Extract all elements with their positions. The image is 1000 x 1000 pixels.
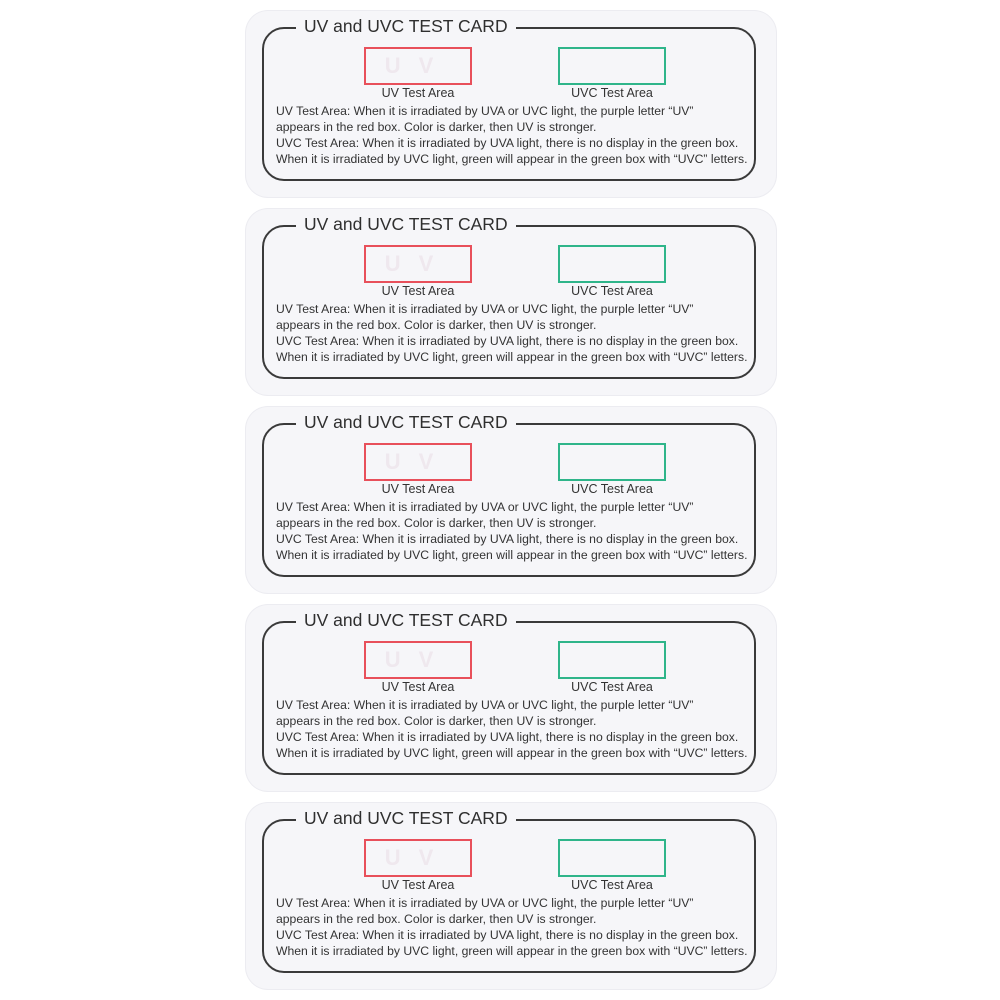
description-line: When it is irradiated by UVC light, green will appear in the green box with “UVC” letters.	[276, 746, 748, 760]
description-line: appears in the red box. Color is darker, then UV is stronger.	[276, 120, 597, 134]
uvc-test-area-label: UVC Test Area	[571, 878, 653, 892]
description-line: UV Test Area: When it is irradiated by UVA or UVC light, the purple letter “UV”	[276, 896, 694, 910]
uv-test-area-box	[364, 839, 472, 877]
uv-test-area-box	[364, 47, 472, 85]
card-description	[276, 697, 766, 761]
description-line: UVC Test Area: When it is irradiated by UVA light, there is no display in the green box.	[276, 532, 739, 546]
uv-test-area-box	[364, 641, 472, 679]
description-line: appears in the red box. Color is darker, then UV is stronger.	[276, 318, 597, 332]
uvc-test-area-label: UVC Test Area	[571, 482, 653, 496]
uv-test-area-box	[364, 245, 472, 283]
card-title: UV and UVC TEST CARD	[296, 15, 516, 37]
card-title: UV and UVC TEST CARD	[296, 411, 516, 433]
uvc-test-area-box	[558, 245, 666, 283]
uvc-test-area-box	[558, 641, 666, 679]
description-line: appears in the red box. Color is darker, then UV is stronger.	[276, 714, 597, 728]
description-line: When it is irradiated by UVC light, green will appear in the green box with “UVC” letters.	[276, 350, 748, 364]
description-line: UV Test Area: When it is irradiated by UVA or UVC light, the purple letter “UV”	[276, 698, 694, 712]
uv-ghost-letters: UV	[384, 845, 452, 870]
description-line: UVC Test Area: When it is irradiated by UVA light, there is no display in the green box.	[276, 136, 739, 150]
uvc-test-area-box	[558, 443, 666, 481]
uv-test-area-label: UV Test Area	[381, 284, 455, 298]
card-title: UV and UVC TEST CARD	[296, 213, 516, 235]
description-line: UV Test Area: When it is irradiated by UVA or UVC light, the purple letter “UV”	[276, 104, 694, 118]
uv-test-card-5	[246, 803, 776, 989]
card-description	[276, 103, 766, 167]
card-title: UV and UVC TEST CARD	[296, 609, 516, 631]
uv-ghost-letters: UV	[384, 251, 452, 276]
description-line: UV Test Area: When it is irradiated by UVA or UVC light, the purple letter “UV”	[276, 302, 694, 316]
description-line: appears in the red box. Color is darker, then UV is stronger.	[276, 516, 597, 530]
uv-ghost-letters: UV	[384, 449, 452, 474]
description-line: When it is irradiated by UVC light, green will appear in the green box with “UVC” letters.	[276, 548, 748, 562]
uv-test-area-label: UV Test Area	[381, 878, 455, 892]
uv-ghost-letters: UV	[384, 53, 452, 78]
description-line: UVC Test Area: When it is irradiated by UVA light, there is no display in the green box.	[276, 730, 739, 744]
uvc-test-area-label: UVC Test Area	[571, 284, 653, 298]
description-line: appears in the red box. Color is darker, then UV is stronger.	[276, 912, 597, 926]
uv-ghost-letters: UV	[384, 647, 452, 672]
uvc-test-area-box	[558, 839, 666, 877]
uvc-test-area-label: UVC Test Area	[571, 86, 653, 100]
card-description	[276, 301, 766, 365]
card-description	[276, 499, 766, 563]
uv-test-area-box	[364, 443, 472, 481]
uv-test-card-4	[246, 605, 776, 791]
uv-test-card-1	[246, 11, 776, 197]
description-line: UVC Test Area: When it is irradiated by UVA light, there is no display in the green box.	[276, 334, 739, 348]
card-description	[276, 895, 766, 959]
description-line: When it is irradiated by UVC light, green will appear in the green box with “UVC” letters.	[276, 152, 748, 166]
card-title: UV and UVC TEST CARD	[296, 807, 516, 829]
description-line: When it is irradiated by UVC light, green will appear in the green box with “UVC” letters.	[276, 944, 748, 958]
uv-test-card-3	[246, 407, 776, 593]
uv-test-card-2	[246, 209, 776, 395]
uv-test-area-label: UV Test Area	[381, 86, 455, 100]
description-line: UV Test Area: When it is irradiated by UVA or UVC light, the purple letter “UV”	[276, 500, 694, 514]
uvc-test-area-box	[558, 47, 666, 85]
description-line: UVC Test Area: When it is irradiated by UVA light, there is no display in the green box.	[276, 928, 739, 942]
uv-test-area-label: UV Test Area	[381, 482, 455, 496]
uvc-test-area-label: UVC Test Area	[571, 680, 653, 694]
uv-test-area-label: UV Test Area	[381, 680, 455, 694]
